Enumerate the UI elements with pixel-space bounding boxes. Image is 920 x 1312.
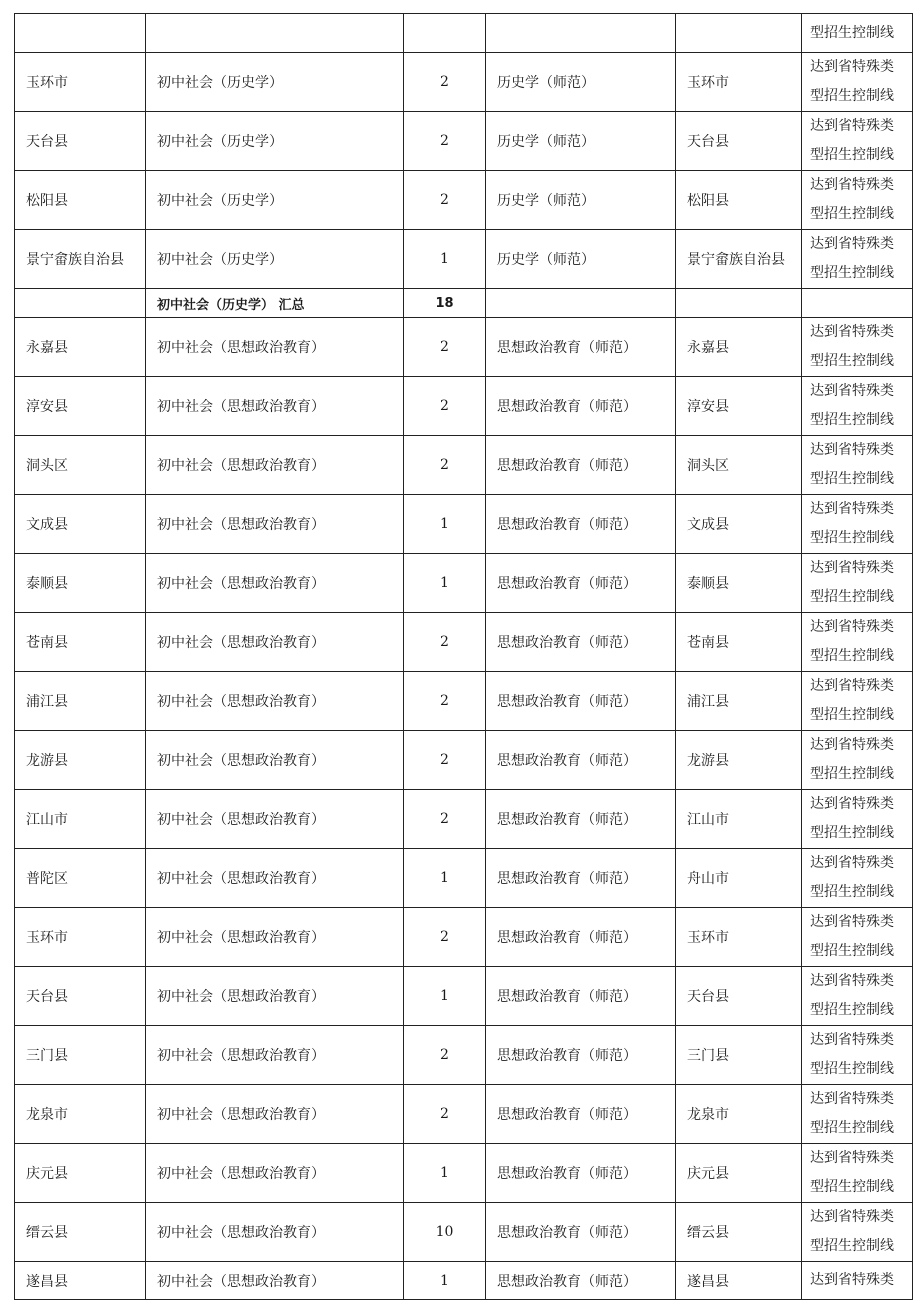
region-cell: 玉环市 bbox=[676, 908, 802, 967]
count-cell bbox=[404, 14, 486, 53]
subject-cell: 初中社会（思想政治教育） bbox=[146, 731, 404, 790]
district-cell: 龙游县 bbox=[15, 731, 146, 790]
major-cell bbox=[486, 289, 676, 318]
count-cell: 1 bbox=[404, 230, 486, 289]
major-cell: 思想政治教育（师范） bbox=[486, 967, 676, 1026]
subject-cell: 初中社会（思想政治教育） bbox=[146, 967, 404, 1026]
district-cell: 文成县 bbox=[15, 495, 146, 554]
note-cell: 达到省特殊类 型招生控制线 bbox=[802, 171, 913, 230]
district-cell: 玉环市 bbox=[15, 53, 146, 112]
subject-cell bbox=[146, 14, 404, 53]
summary-row bbox=[15, 289, 913, 318]
major-cell: 历史学（师范） bbox=[486, 230, 676, 289]
district-cell: 松阳县 bbox=[15, 171, 146, 230]
major-cell bbox=[486, 14, 676, 53]
region-cell: 景宁畲族自治县 bbox=[676, 230, 802, 289]
region-cell: 天台县 bbox=[676, 112, 802, 171]
count-cell: 2 bbox=[404, 790, 486, 849]
note-cell: 达到省特殊类 型招生控制线 bbox=[802, 849, 913, 908]
count-cell: 2 bbox=[404, 908, 486, 967]
table-row bbox=[15, 849, 913, 908]
region-cell: 遂昌县 bbox=[676, 1262, 802, 1300]
major-cell: 思想政治教育（师范） bbox=[486, 1203, 676, 1262]
district-cell bbox=[15, 289, 146, 318]
count-cell: 2 bbox=[404, 1026, 486, 1085]
region-cell: 舟山市 bbox=[676, 849, 802, 908]
table-row bbox=[15, 731, 913, 790]
subject-cell: 初中社会（思想政治教育） bbox=[146, 1203, 404, 1262]
subject-cell: 初中社会（思想政治教育） bbox=[146, 318, 404, 377]
subject-cell: 初中社会（历史学） bbox=[146, 171, 404, 230]
major-cell: 思想政治教育（师范） bbox=[486, 1262, 676, 1300]
count-cell: 2 bbox=[404, 613, 486, 672]
region-cell: 文成县 bbox=[676, 495, 802, 554]
table-row bbox=[15, 1144, 913, 1203]
region-cell: 龙泉市 bbox=[676, 1085, 802, 1144]
note-cell: 达到省特殊类 型招生控制线 bbox=[802, 436, 913, 495]
subject-cell: 初中社会（思想政治教育） bbox=[146, 377, 404, 436]
table-row bbox=[15, 377, 913, 436]
table-row bbox=[15, 436, 913, 495]
note-cell: 达到省特殊类 型招生控制线 bbox=[802, 1203, 913, 1262]
major-cell: 思想政治教育（师范） bbox=[486, 318, 676, 377]
note-cell: 达到省特殊类 型招生控制线 bbox=[802, 230, 913, 289]
count-cell: 2 bbox=[404, 436, 486, 495]
table-row bbox=[15, 672, 913, 731]
note-cell: 达到省特殊类 型招生控制线 bbox=[802, 731, 913, 790]
major-cell: 思想政治教育（师范） bbox=[486, 495, 676, 554]
note-cell bbox=[802, 289, 913, 318]
count-cell: 2 bbox=[404, 377, 486, 436]
subject-cell: 初中社会（历史学） bbox=[146, 230, 404, 289]
table-row bbox=[15, 1203, 913, 1262]
district-cell: 苍南县 bbox=[15, 613, 146, 672]
district-cell: 天台县 bbox=[15, 112, 146, 171]
subject-cell: 初中社会（思想政治教育） bbox=[146, 436, 404, 495]
region-cell: 松阳县 bbox=[676, 171, 802, 230]
table-row bbox=[15, 790, 913, 849]
region-cell: 缙云县 bbox=[676, 1203, 802, 1262]
major-cell: 思想政治教育（师范） bbox=[486, 790, 676, 849]
major-cell: 思想政治教育（师范） bbox=[486, 377, 676, 436]
subject-cell: 初中社会（历史学） bbox=[146, 53, 404, 112]
table-row bbox=[15, 495, 913, 554]
table-row bbox=[15, 554, 913, 613]
region-cell: 三门县 bbox=[676, 1026, 802, 1085]
major-cell: 思想政治教育（师范） bbox=[486, 672, 676, 731]
region-cell: 浦江县 bbox=[676, 672, 802, 731]
major-cell: 思想政治教育（师范） bbox=[486, 908, 676, 967]
major-cell: 历史学（师范） bbox=[486, 112, 676, 171]
major-cell: 思想政治教育（师范） bbox=[486, 613, 676, 672]
note-cell: 达到省特殊类 型招生控制线 bbox=[802, 495, 913, 554]
region-cell bbox=[676, 14, 802, 53]
count-cell: 1 bbox=[404, 1262, 486, 1300]
district-cell: 浦江县 bbox=[15, 672, 146, 731]
subject-cell: 初中社会（思想政治教育） bbox=[146, 1262, 404, 1300]
count-cell: 1 bbox=[404, 967, 486, 1026]
count-cell: 2 bbox=[404, 672, 486, 731]
subject-cell: 初中社会（思想政治教育） bbox=[146, 1085, 404, 1144]
district-cell: 洞头区 bbox=[15, 436, 146, 495]
subject-cell: 初中社会（思想政治教育） bbox=[146, 613, 404, 672]
note-cell: 达到省特殊类 型招生控制线 bbox=[802, 1085, 913, 1144]
note-cell: 达到省特殊类 型招生控制线 bbox=[802, 672, 913, 731]
count-cell: 2 bbox=[404, 318, 486, 377]
district-cell: 景宁畲族自治县 bbox=[15, 230, 146, 289]
recruitment-table bbox=[14, 13, 913, 1300]
district-cell: 泰顺县 bbox=[15, 554, 146, 613]
subject-cell: 初中社会（思想政治教育） bbox=[146, 1144, 404, 1203]
table-row bbox=[15, 967, 913, 1026]
count-cell: 1 bbox=[404, 849, 486, 908]
major-cell: 思想政治教育（师范） bbox=[486, 1026, 676, 1085]
subject-cell: 初中社会（思想政治教育） bbox=[146, 1026, 404, 1085]
major-cell: 历史学（师范） bbox=[486, 171, 676, 230]
table-row bbox=[15, 112, 913, 171]
table-row bbox=[15, 230, 913, 289]
district-cell: 遂昌县 bbox=[15, 1262, 146, 1300]
region-cell bbox=[676, 289, 802, 318]
subject-cell: 初中社会（思想政治教育） bbox=[146, 495, 404, 554]
region-cell: 庆元县 bbox=[676, 1144, 802, 1203]
district-cell: 淳安县 bbox=[15, 377, 146, 436]
note-cell: 达到省特殊类 型招生控制线 bbox=[802, 613, 913, 672]
district-cell: 庆元县 bbox=[15, 1144, 146, 1203]
note-cell: 达到省特殊类 型招生控制线 bbox=[802, 318, 913, 377]
subject-cell: 初中社会（思想政治教育） bbox=[146, 908, 404, 967]
table-row bbox=[15, 171, 913, 230]
district-cell: 缙云县 bbox=[15, 1203, 146, 1262]
region-cell: 永嘉县 bbox=[676, 318, 802, 377]
region-cell: 苍南县 bbox=[676, 613, 802, 672]
count-cell: 1 bbox=[404, 554, 486, 613]
subject-cell: 初中社会（历史学） bbox=[146, 112, 404, 171]
note-cell: 达到省特殊类 型招生控制线 bbox=[802, 554, 913, 613]
district-cell bbox=[15, 14, 146, 53]
district-cell: 龙泉市 bbox=[15, 1085, 146, 1144]
note-cell: 达到省特殊类 型招生控制线 bbox=[802, 1026, 913, 1085]
district-cell: 玉环市 bbox=[15, 908, 146, 967]
table-row-continued bbox=[15, 14, 913, 53]
major-cell: 历史学（师范） bbox=[486, 53, 676, 112]
count-cell: 2 bbox=[404, 112, 486, 171]
table-row bbox=[15, 53, 913, 112]
district-cell: 永嘉县 bbox=[15, 318, 146, 377]
district-cell: 普陀区 bbox=[15, 849, 146, 908]
note-cell: 达到省特殊类 型招生控制线 bbox=[802, 967, 913, 1026]
major-cell: 思想政治教育（师范） bbox=[486, 731, 676, 790]
region-cell: 泰顺县 bbox=[676, 554, 802, 613]
district-cell: 三门县 bbox=[15, 1026, 146, 1085]
count-cell: 1 bbox=[404, 1144, 486, 1203]
count-cell: 2 bbox=[404, 171, 486, 230]
table-row bbox=[15, 1026, 913, 1085]
table-row bbox=[15, 908, 913, 967]
summary-count: 18 bbox=[404, 289, 486, 318]
region-cell: 江山市 bbox=[676, 790, 802, 849]
count-cell: 2 bbox=[404, 1085, 486, 1144]
table-row bbox=[15, 318, 913, 377]
major-cell: 思想政治教育（师范） bbox=[486, 436, 676, 495]
region-cell: 玉环市 bbox=[676, 53, 802, 112]
note-cell: 达到省特殊类 bbox=[802, 1262, 913, 1300]
region-cell: 龙游县 bbox=[676, 731, 802, 790]
major-cell: 思想政治教育（师范） bbox=[486, 849, 676, 908]
region-cell: 天台县 bbox=[676, 967, 802, 1026]
major-cell: 思想政治教育（师范） bbox=[486, 554, 676, 613]
table-row bbox=[15, 1262, 913, 1300]
table-row bbox=[15, 613, 913, 672]
summary-label: 初中社会（历史学） 汇总 bbox=[146, 289, 404, 318]
major-cell: 思想政治教育（师范） bbox=[486, 1144, 676, 1203]
district-cell: 天台县 bbox=[15, 967, 146, 1026]
count-cell: 10 bbox=[404, 1203, 486, 1262]
subject-cell: 初中社会（思想政治教育） bbox=[146, 790, 404, 849]
subject-cell: 初中社会（思想政治教育） bbox=[146, 849, 404, 908]
note-cell: 型招生控制线 bbox=[802, 14, 913, 53]
count-cell: 2 bbox=[404, 53, 486, 112]
note-cell: 达到省特殊类 型招生控制线 bbox=[802, 53, 913, 112]
major-cell: 思想政治教育（师范） bbox=[486, 1085, 676, 1144]
table-row bbox=[15, 1085, 913, 1144]
region-cell: 淳安县 bbox=[676, 377, 802, 436]
subject-cell: 初中社会（思想政治教育） bbox=[146, 672, 404, 731]
subject-cell: 初中社会（思想政治教育） bbox=[146, 554, 404, 613]
note-cell: 达到省特殊类 型招生控制线 bbox=[802, 377, 913, 436]
region-cell: 洞头区 bbox=[676, 436, 802, 495]
note-cell: 达到省特殊类 型招生控制线 bbox=[802, 112, 913, 171]
note-cell: 达到省特殊类 型招生控制线 bbox=[802, 790, 913, 849]
note-cell: 达到省特殊类 型招生控制线 bbox=[802, 908, 913, 967]
note-cell: 达到省特殊类 型招生控制线 bbox=[802, 1144, 913, 1203]
count-cell: 1 bbox=[404, 495, 486, 554]
count-cell: 2 bbox=[404, 731, 486, 790]
district-cell: 江山市 bbox=[15, 790, 146, 849]
